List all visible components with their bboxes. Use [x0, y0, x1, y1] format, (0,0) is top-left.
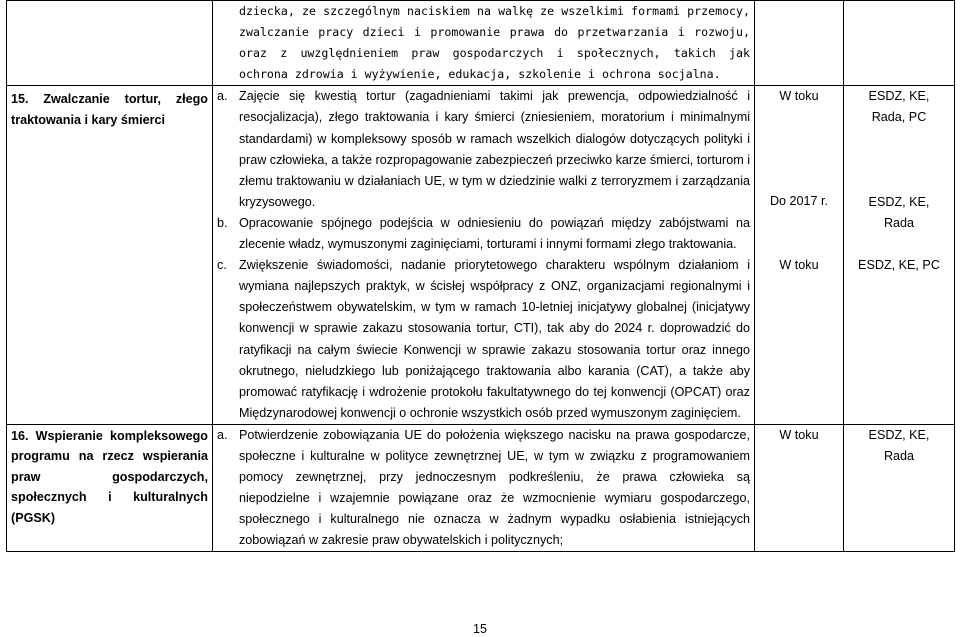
action-15a — [217, 86, 750, 213]
action-text: Potwierdzenie zobowiązania UE do położenia większego nacisku na prawa gospodarcze, społeczne i kulturalne w polityce zewnętrznej UE, w tym w związku z programowaniem pomocy zewnętrznej, przy jednoczesnym podkreśleniu, że prawa człowieka są niepodzielne i wzajemnie powiązane oraz że wzmocnienie wymiaru gospodarczego, społecznego i kulturalnego nie oznacza w żadnym wypadku osłabienia istniejących zobowiązań w zakresie praw obywatelskich i politycznych; — [239, 427, 750, 548]
deadline-cell-empty — [755, 1, 844, 86]
topic-cell-15 — [7, 86, 213, 425]
responsible-15a: ESDZ, KE, Rada, PC — [868, 89, 930, 125]
action-15c — [217, 255, 750, 424]
action-16a — [217, 425, 750, 552]
deadline-15b: Do 2017 r. — [769, 194, 829, 209]
responsible-16a: ESDZ, KE, Rada — [868, 427, 930, 463]
page-number: 15 — [472, 622, 487, 636]
action-15b — [217, 213, 750, 255]
deadline-cell-16 — [755, 424, 844, 552]
action-letter: b. — [217, 215, 228, 230]
responsible-15c: ESDZ, KE, PC — [858, 257, 940, 272]
responsible-cell-15 — [844, 86, 955, 425]
continuation-text: dziecka, ze szczególnym naciskiem na walkę ze wszelkimi formami przemocy, zwalczanie pracy dzieci i promowanie prawa do przetwarzania i rozwoju, oraz z uwzględnieniem praw gospodarczych i społecznych, takich jak ochrona zdrowia i wyżywienie, edukacja, szkolenie i ochrona socjalna. — [239, 4, 750, 82]
table-row-16 — [7, 424, 955, 552]
deadline-spacer — [761, 107, 837, 191]
responsible-15b: ESDZ, KE, Rada — [868, 194, 930, 230]
topic-cell-empty — [7, 1, 213, 86]
topic-cell-16 — [7, 424, 213, 552]
responsible-spacer — [850, 129, 948, 192]
action-letter: c. — [217, 258, 227, 273]
action-letter: a. — [217, 89, 228, 104]
action-cell-15 — [213, 86, 755, 425]
action-cell-16 — [213, 424, 755, 552]
deadline-15a: W toku — [779, 89, 819, 104]
table-row-15 — [7, 86, 955, 425]
action-text: Opracowanie spójnego podejścia w odniesieniu do powiązań między zabójstwami na zlecenie władz, wymuszonymi zaginięciami, torturami i innymi formami złego traktowania. — [239, 215, 750, 252]
responsible-cell-16 — [844, 424, 955, 552]
deadline-15c: W toku — [779, 257, 819, 272]
deadline-cell-15 — [755, 86, 844, 425]
action-text: Zwiększenie świadomości, nadanie priorytetowego charakteru wspólnym działaniom i wymiana najlepszych praktyk, w ścisłej współpracy z ONZ, organizacjami regionalnymi i społeczeństwem obywatelskim, w tym w ramach 10-letniej inicjatywy globalnej (inicjatywy konwencji w sprawie zakazu stosowania tortur, CTI), tak aby do 2024 r. doprowadzić do ratyfikacji na całym świecie Konwencji w sprawie zakazu stosowania tortur oraz innego okrutnego, nieludzkiego lub poniżającego traktowania albo karania (CAT), a także aby promować ratyfikację i wdrożenie protokołu fakultatywnego do tej konwencji (OPCAT) oraz Międzynarodowej konwencji o ochronie wszystkich osób przed wymuszonym zaginięciem. — [239, 258, 750, 420]
continuation-text-block — [217, 1, 750, 85]
table-row-continuation — [7, 1, 955, 86]
topic-heading-16: 16. Wspieranie kompleksowego programu na rzecz wspierania praw gospodarczych, społecznych i kulturalnych (PGSK) — [11, 428, 208, 525]
responsible-cell-empty — [844, 1, 955, 86]
action-letter: a. — [217, 427, 228, 442]
action-text: Zajęcie się kwestią tortur (zagadnieniami takimi jak prewencja, odpowiedzialność i resocjalizacja), złego traktowania i kary śmierci (zniesieniem, moratorium i minimalnymi standardami) w kompleksowy sposób w ramach wszelkich dialogów dotyczących polityki i praw człowieka, a także rozpropagowanie zabezpieczeń przeciwko karze śmierci, torturom i złemu traktowaniu w działaniach UE, w tym w dziedzinie walki z terroryzmem i zarządzania kryzysowego. — [239, 89, 750, 209]
responsible-spacer — [850, 234, 948, 255]
deadline-spacer — [761, 213, 837, 255]
topic-heading-15: 15. Zwalczanie tortur, złego traktowania i kary śmierci — [11, 92, 208, 127]
action-cell-continuation — [213, 1, 755, 86]
deadline-16a: W toku — [779, 427, 819, 442]
action-plan-table — [6, 0, 955, 552]
